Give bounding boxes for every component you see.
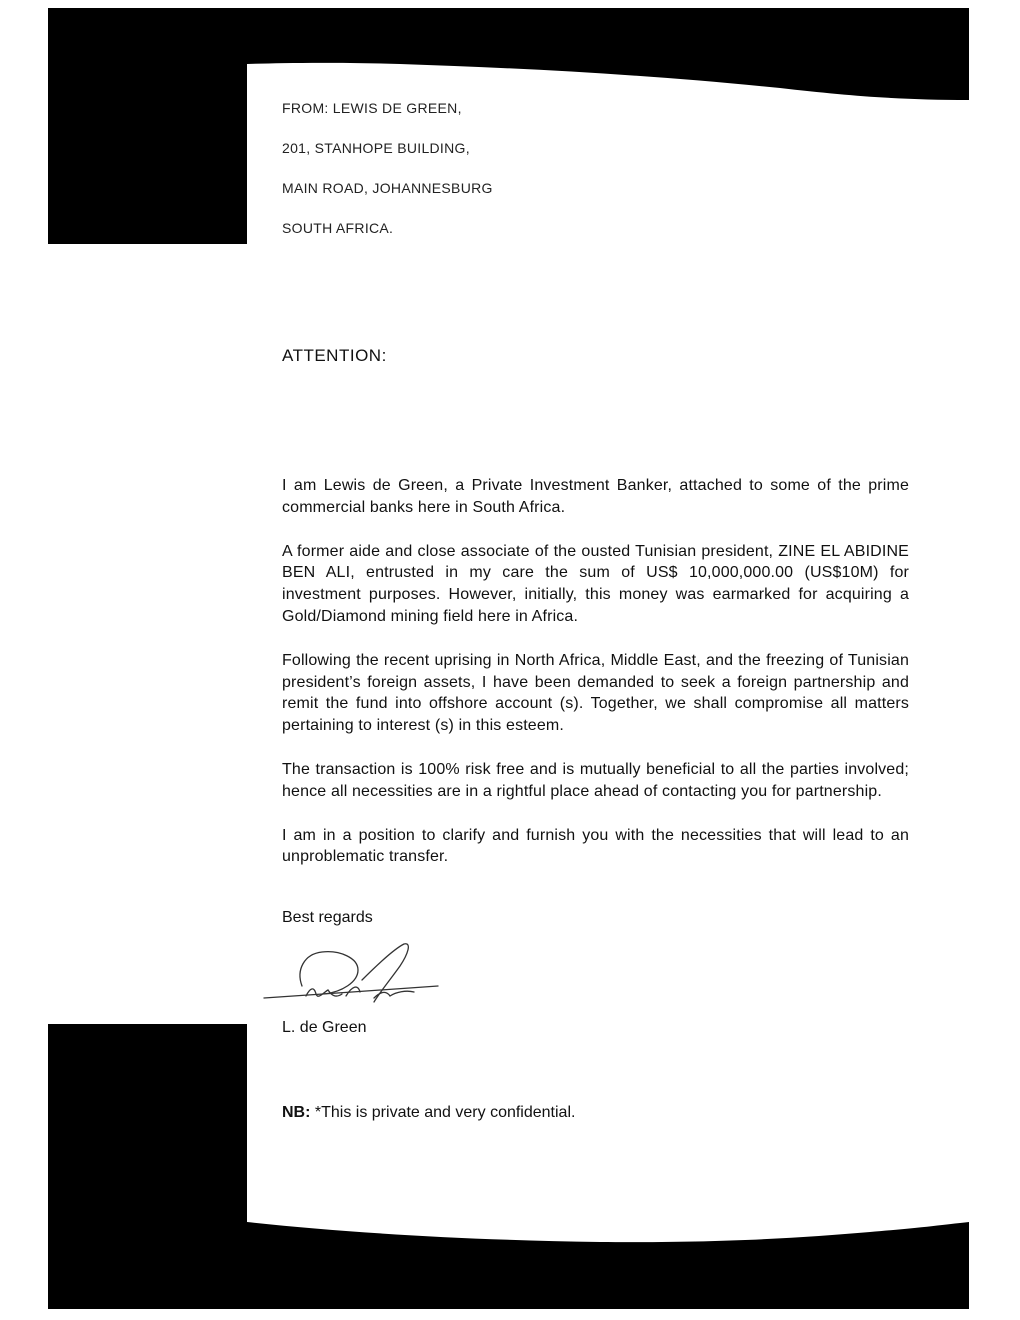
nb-label: NB:: [282, 1104, 311, 1121]
handwritten-signature: [262, 940, 442, 1015]
bottom-black-band: [48, 1215, 969, 1309]
paragraph-introduction: I am Lewis de Green, a Private Investment Banker, attached to some of the prime commercial banks here in South Africa.: [282, 477, 909, 516]
sender-address-line-2: MAIN ROAD, JOHANNESBURG: [282, 180, 493, 196]
bottom-left-black-block: [48, 1024, 247, 1224]
sender-from-line: FROM: LEWIS DE GREEN,: [282, 100, 462, 116]
attention-heading: ATTENTION:: [282, 346, 387, 365]
paragraph-fund-details: A former aide and close associate of the ousted Tunisian president, ZINE EL ABIDINE BEN ALI, entrusted in my care the sum of US$ 10,000,000.00 (US$10M) for investment purposes. However, initially, this money was earmarked for acquiring a Gold/Diamond mining field here in Africa.: [282, 542, 909, 625]
closing: Best regards: [282, 909, 373, 926]
sender-address-line-3: SOUTH AFRICA.: [282, 220, 394, 236]
signature-name: L. de Green: [282, 1019, 367, 1036]
letter-body: [282, 475, 909, 890]
nb-text: *This is private and very confidential.: [310, 1104, 576, 1121]
sender-address-line-1: 201, STANHOPE BUILDING,: [282, 140, 470, 156]
top-left-black-block: [48, 60, 247, 244]
paragraph-offer: I am in a position to clarify and furnish you with the necessities that will lead to an unproblematic transfer.: [282, 826, 909, 866]
paragraph-risk: The transaction is 100% risk free and is mutually beneficial to all the parties involved; hence all necessities are in a rightful place ahead of contacting you for partnership.: [282, 760, 909, 800]
paragraph-request: Following the recent uprising in North Africa, Middle East, and the freezing of Tunisian president’s foreign assets, I have been demanded to seek a foreign partnership and remit the fund into offshore account (s). Together, we shall compromise all matters pertaining to interest (s) in this esteem.: [282, 651, 909, 735]
nb-note: [282, 1104, 575, 1122]
